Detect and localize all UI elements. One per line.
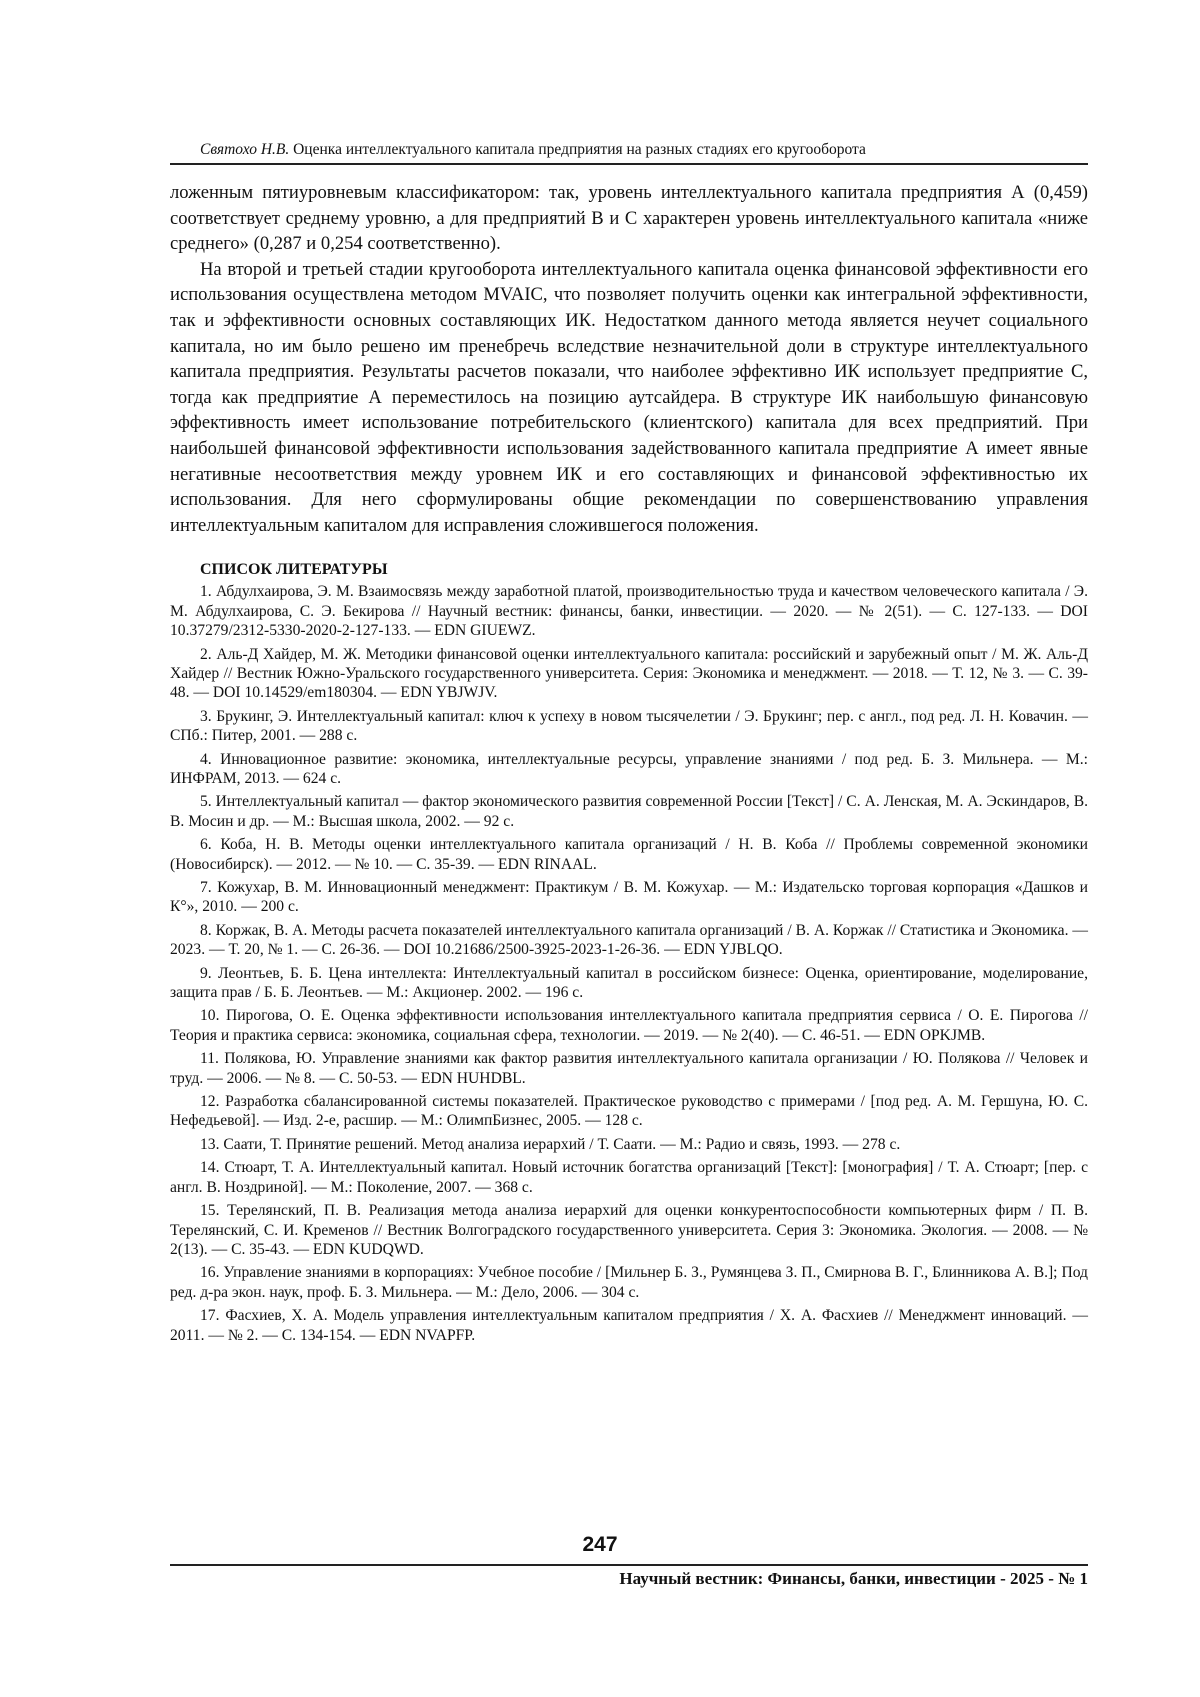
header-author: Святохо Н.В.: [200, 141, 290, 158]
reference-item: 15. Терелянский, П. В. Реализация метода анализа иерархий для оценки конкурентоспособности компьютерных фирм / П. В. Терелянский, С. И. Кременов // Вестник Волгоградского государственного университета. Серия 3: Экономика. Экология. — 2008. — № 2(13). — С. 35-43. — EDN KUDQWD.: [170, 1202, 1088, 1258]
reference-item: 9. Леонтьев, Б. Б. Цена интеллекта: Интеллектуальный капитал в российском бизнесе: Оценка, ориентирование, моделирование, защита прав / Б. Б. Леонтьев. — М.: Акционер. 2002. — 196 с.: [170, 964, 1088, 1002]
footer-divider: [170, 1564, 1088, 1566]
reference-item: 10. Пирогова, О. Е. Оценка эффективности использования интеллектуального капитала предприятия сервиса / О. Е. Пирогова // Теория и практика сервиса: экономика, социальная сфера, технологии. — 2019. — № 2(40). — С. 46-51. — EDN OPKJMB.: [170, 1007, 1088, 1044]
reference-item: 7. Кожухар, В. М. Инновационный менеджмент: Практикум / В. М. Кожухар. — М.: Издательско торговая корпорация «Дашков и К°», 2010. — 200 с.: [170, 879, 1088, 916]
footer-journal-title: Научный вестник: Финансы, банки, инвестиции - 2025 - № 1: [619, 1569, 1088, 1588]
reference-item: 14. Стюарт, Т. А. Интеллектуальный капитал. Новый источник богатства организаций [Текст]: [монография] / Т. А. Стюарт; [пер. с англ. В. Ноздриной]. — М.: Поколение, 2007. — 368 с.: [170, 1159, 1088, 1196]
reference-item: 2. Аль-Д Хайдер, М. Ж. Методики финансовой оценки интеллектуального капитала: российский и зарубежный опыт / М. Ж. Аль-Д Хайдер // Вестник Южно-Уральского государственного университета. Серия: Экономика и менеджмент. — 2018. — Т. 12, № 3. — С. 39-48. — DOI 10.14529/em180304. — EDN YBJWJV.: [170, 645, 1088, 702]
page-number: 247: [582, 1533, 618, 1556]
reference-item: 13. Саати, Т. Принятие решений. Метод анализа иерархий / Т. Саати. — М.: Радио и связь, 1993. — 278 с.: [200, 1135, 901, 1153]
running-header: [170, 140, 1088, 165]
reference-item: 8. Коржак, В. А. Методы расчета показателей интеллектуального капитала организаций / В. А. Коржак // Статистика и Экономика. — 2023. — Т. 20, № 1. — С. 26-36. — DOI 10.21686/2500-3925-2023-1-26-36. — EDN YJBLQO.: [170, 921, 1088, 959]
body-paragraph: На второй и третьей стадии кругооборота интеллектуального капитала оценка финансовой эффективности его использования осуществлена методом MVAIC, что позволяет получить оценки как интегральной эффективности, так и эффективности основных составляющих ИК. Недостатком данного метода является неучет социального капитала, но им было решено им пренебречь вследствие незначительной доли в структуре интеллектуального капитала предприятия. Результаты расчетов показали, что наиболее эффективно ИК использует предприятие С, тогда как предприятие А переместилось на позицию аутсайдера. В структуре ИК наибольшую финансовую эффективность имеет использование потребительского (клиентского) капитала для всех предприятий. При наибольшей финансовой эффективности использования задействованного капитала предприятие А имеет явные негативные несоответствия между уровнем ИК и его составляющих и финансовой эффективностью их использования. Для него сформулированы общие рекомендации по совершенствованию управления интеллектуальным капиталом для исправления сложившегося положения.: [170, 258, 1088, 536]
reference-item: 1. Абдулхаирова, Э. М. Взаимосвязь между заработной платой, производительностью труда и качеством человеческого капитала / Э. М. Абдулхаирова, С. Э. Бекирова // Научный вестник: финансы, банки, инвестиции. — 2020. — № 2(51). — С. 127-133. — DOI 10.37279/2312-5330-2020-2-127-133. — EDN GIUEWZ.: [170, 583, 1088, 640]
reference-item: 17. Фасхиев, Х. А. Модель управления интеллектуальным капиталом предприятия / Х. А. Фасхиев // Менеджмент инноваций. — 2011. — № 2. — С. 134-154. — EDN NVAPFP.: [170, 1307, 1088, 1344]
reference-item: 12. Разработка сбалансированной системы показателей. Практическое руководство с примерами / [под ред. А. М. Гершуна, Ю. С. Нефедьевой]. — Изд. 2-е, расшир. — М.: ОлимпБизнес, 2005. — 128 с.: [170, 1093, 1088, 1130]
header-title: Оценка интеллектуального капитала предприятия на разных стадиях его кругооборота: [293, 141, 866, 158]
reference-item: 4. Инновационное развитие: экономика, интеллектуальные ресурсы, управление знаниями / под ред. Б. З. Мильнера. — М.: ИНФРАМ, 2013. — 624 с.: [170, 750, 1088, 787]
references-list: [170, 582, 1088, 1345]
reference-item: 6. Коба, Н. В. Методы оценки интеллектуального капитала организаций / Н. В. Коба // Проблемы современной экономики (Новосибирск). — 2012. — № 10. — С. 35-39. — EDN RINAAL.: [170, 836, 1088, 873]
reference-item: 3. Брукинг, Э. Интеллектуальный капитал: ключ к успеху в новом тысячелетии / Э. Брукинг; пер. с англ., под ред. Л. Н. Ковачин. — СПб.: Питер, 2001. — 288 с.: [170, 707, 1088, 745]
reference-item: 11. Полякова, Ю. Управление знаниями как фактор развития интеллектуального капитала организации / Ю. Полякова // Человек и труд. — 2006. — № 8. — С. 50-53. — EDN HUHDBL.: [170, 1050, 1088, 1087]
references-title: СПИСОК ЛИТЕРАТУРЫ: [200, 561, 388, 579]
reference-item: 5. Интеллектуальный капитал — фактор экономического развития современной России [Текст] / С. А. Ленская, М. А. Эскиндаров, В. В. Мосин и др. — М.: Высшая школа, 2002. — 92 с.: [170, 793, 1088, 830]
page: [170, 140, 1088, 1349]
body-paragraph: ложенным пятиуровневым классификатором: так, уровень интеллектуального капитала предприятия А (0,459) соответствует среднему уровню, а для предприятий В и С характерен уровень интеллектуального капитала «ниже среднего» (0,287 и 0,254 соответственно).: [170, 182, 1088, 255]
reference-item: 16. Управление знаниями в корпорациях: Учебное пособие / [Мильнер Б. З., Румянцева З. П., Смирнова В. Г., Блинникова А. В.]; Под ред. д-ра экон. наук, проф. Б. З. Мильнера. — М.: Дело, 2006. — 304 с.: [170, 1264, 1088, 1301]
article-body: [170, 180, 1088, 538]
